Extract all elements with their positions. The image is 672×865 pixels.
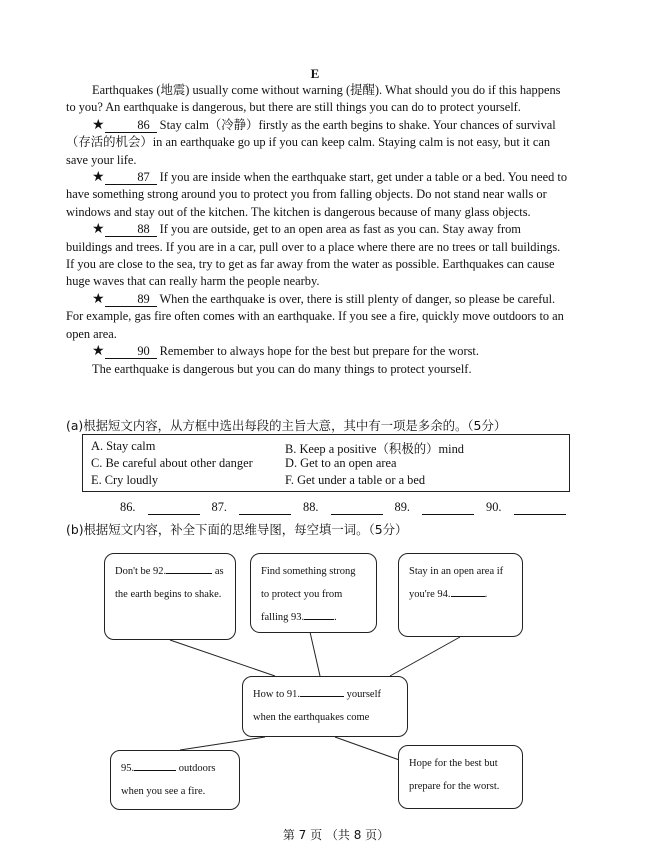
option-d: D. Get to an open area [285, 456, 397, 470]
star-icon: ★ [92, 170, 105, 186]
answer-label-89: 89. [394, 500, 410, 514]
answer-label-88: 88. [303, 500, 319, 514]
blank-95[interactable] [134, 770, 176, 771]
blank-87[interactable]: 87 [105, 170, 157, 185]
passage-paragraph-86 [66, 117, 568, 169]
paragraph-text: If you are inside when the earthquake start, get under a table or a bed. You need to have something strong around you to protect you from falling objects. Do not stand near walls or windows and stay out of the kitchen. The kitchen is dangerous because of many glass objects. [66, 170, 568, 219]
paragraph-text: When the earthquake is over, there is still plenty of danger, so please be careful. For example, gas fire often comes with an earthquake. If you see a fire, quickly move outdoors to an open area. [66, 291, 564, 341]
options-box [82, 434, 570, 492]
connector-94 [390, 637, 460, 676]
star-icon: ★ [92, 222, 105, 238]
answer-label-87: 87. [211, 500, 227, 514]
passage-paragraph-90 [66, 343, 568, 360]
option-e: E. Cry loudly [91, 473, 159, 487]
mindmap-node-95: 95. outdoors when you see a fire. [110, 750, 240, 810]
reading-passage [66, 82, 568, 378]
star-icon: ★ [92, 117, 105, 133]
answer-label-86: 86. [120, 500, 136, 514]
answer-row [120, 500, 566, 515]
blank-94[interactable] [451, 596, 485, 597]
star-icon: ★ [92, 291, 105, 307]
blank-88[interactable]: 88 [105, 222, 157, 237]
part-b-heading: (b)根据短文内容，补全下面的思维导图，每空填一词。（5分） [66, 522, 408, 537]
option-a: A. Stay calm [91, 439, 156, 453]
blank-90[interactable]: 90 [105, 344, 157, 359]
answer-blank-87[interactable] [239, 500, 291, 515]
connector-93 [310, 632, 320, 676]
answer-label-90: 90. [486, 500, 502, 514]
mindmap-center-node: How to 91. yourself when the earthquakes come [242, 676, 408, 737]
mindmap-node-92: Don't be 92. as the earth begins to shake. [104, 553, 236, 640]
option-b: B. Keep a positive（积极的）mind [285, 442, 464, 456]
blank-89[interactable]: 89 [105, 292, 157, 307]
blank-93[interactable] [304, 619, 334, 620]
mindmap-node-hope: Hope for the best but prepare for the worst. [398, 745, 523, 809]
page-footer: 第 7 页 （共 8 页） [282, 828, 390, 842]
option-f: F. Get under a table or a bed [285, 473, 426, 487]
connector-92 [170, 640, 275, 676]
option-c: C. Be careful about other danger [91, 456, 253, 470]
passage-paragraph-89 [66, 291, 568, 343]
answer-blank-86[interactable] [148, 500, 200, 515]
answer-blank-88[interactable] [331, 500, 383, 515]
blank-92[interactable] [166, 573, 212, 574]
passage-paragraph-87 [66, 169, 568, 221]
answer-blank-89[interactable] [422, 500, 474, 515]
blank-91[interactable] [300, 696, 344, 697]
paragraph-text: Remember to always hope for the best but prepare for the worst. [159, 344, 479, 359]
part-a-heading: (a)根据短文内容，从方框中选出每段的主旨大意，其中有一项是多余的。（5分） [66, 418, 507, 433]
paragraph-text: Stay calm（冷静）firstly as the earth begins to shake. Your chances of survival（存活的机会）in an earthquake go up if you can keep calm. Staying calm is not easy, but it can save your life. [66, 117, 556, 167]
mindmap-node-94: Stay in an open area if you're 94. . [398, 553, 523, 637]
passage-paragraph-88 [66, 221, 568, 291]
blank-86[interactable]: 86 [105, 118, 157, 133]
paragraph-text: If you are outside, get to an open area as fast as you can. Stay away from buildings and trees. If you are in a car, pull over to a place where there are no trees or tall buildings. If you are close to the sea, try to get as far away from the water as possible. Earthquakes can cause huge waves that can really harm the people nearby. [66, 222, 561, 289]
connector-95 [180, 737, 265, 750]
answer-blank-90[interactable] [514, 500, 566, 515]
star-icon: ★ [92, 344, 105, 360]
passage-closing: The earthquake is dangerous but you can do many things to protect yourself. [92, 361, 472, 376]
passage-intro: Earthquakes (地震) usually come without warning (提醒). What should you do if this happens to you? An earthquake is dangerous, but there are still things you can do to protect yourself. [66, 83, 561, 115]
section-letter: E [310, 66, 320, 81]
mindmap-node-93: Find something strong to protect you from falling 93. . [250, 553, 377, 633]
connector-hope [335, 737, 405, 762]
